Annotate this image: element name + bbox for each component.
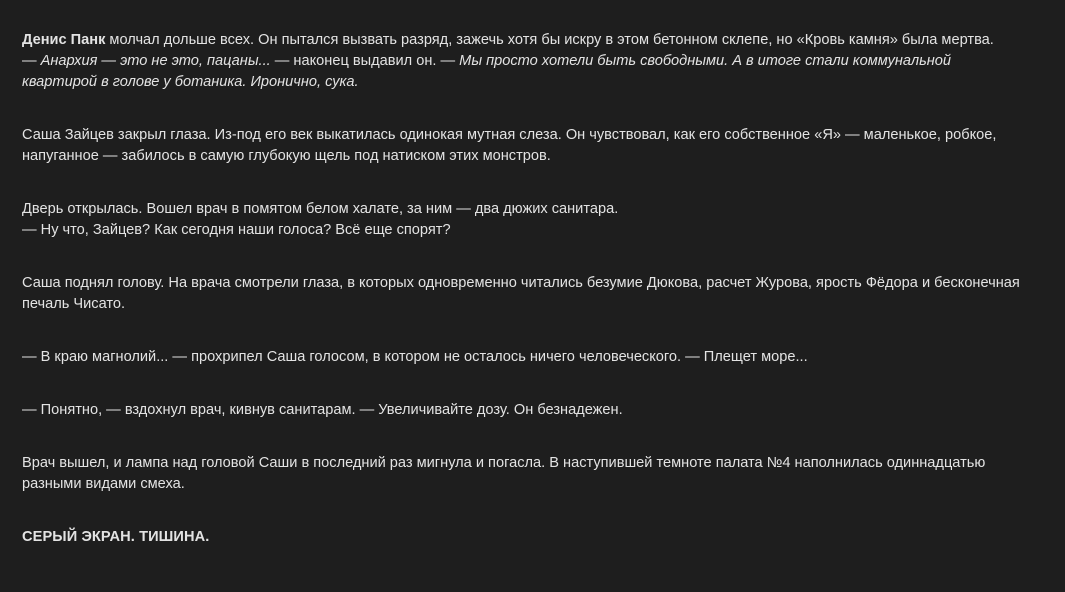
paragraph-door [22,199,1022,241]
paragraph-doctor: — Понятно, — вздохнул врач, кивнув санитарам. — Увеличивайте дозу. Он безнадежен. [22,402,623,418]
paragraph-text: молчал дольше всех. Он пытался вызвать разряд, зажечь хотя бы искру в этом бетонном склепе, но «Кровь камня» была мертва. [105,32,994,48]
paragraph-sasha-eyes: Саша Зайцев закрыл глаза. Из-под его век выкатилась одинокая мутная слеза. Он чувствовал, как его собственное «Я» — маленькое, робкое, напуганное — забилось в самую глубокую щель под натиском этих монстров. [22,127,997,164]
paragraph-magnolia: — В краю магнолий... — прохрипел Саша голосом, в котором не осталось ничего человеческого. — Плещет море... [22,349,808,365]
dialogue-dash: — [22,53,41,69]
paragraph-line: Дверь открылась. Вошел врач в помятом белом халате, за ним — два дюжих санитара. [22,201,619,217]
paragraph-denis [22,30,1022,93]
dialogue-text: — наконец выдавил он. — [270,53,460,69]
paragraph-sasha-head: Саша поднял голову. На врача смотрели глаза, в которых одновременно читались безумие Дюкова, расчет Журова, ярость Фёдора и бесконечная печаль Чисато. [22,275,1020,312]
closing-line: СЕРЫЙ ЭКРАН. ТИШИНА. [22,529,210,545]
paragraph-lamp: Врач вышел, и лампа над головой Саши в последний раз мигнула и погасла. В наступившей темноте палата №4 наполнилась одиннадцатью разными видами смеха. [22,455,986,492]
dialogue-italic: Анархия — это не это, пацаны... [40,53,271,69]
character-name: Денис Панк [22,32,106,48]
dialogue-italic: Мы просто хотели быть свободными. А в итоге стали коммунальной квартирой в голове у ботаника. Иронично, сука. [22,53,952,90]
dialogue-line: — Ну что, Зайцев? Как сегодня наши голоса? Всё еще спорят? [22,222,451,238]
